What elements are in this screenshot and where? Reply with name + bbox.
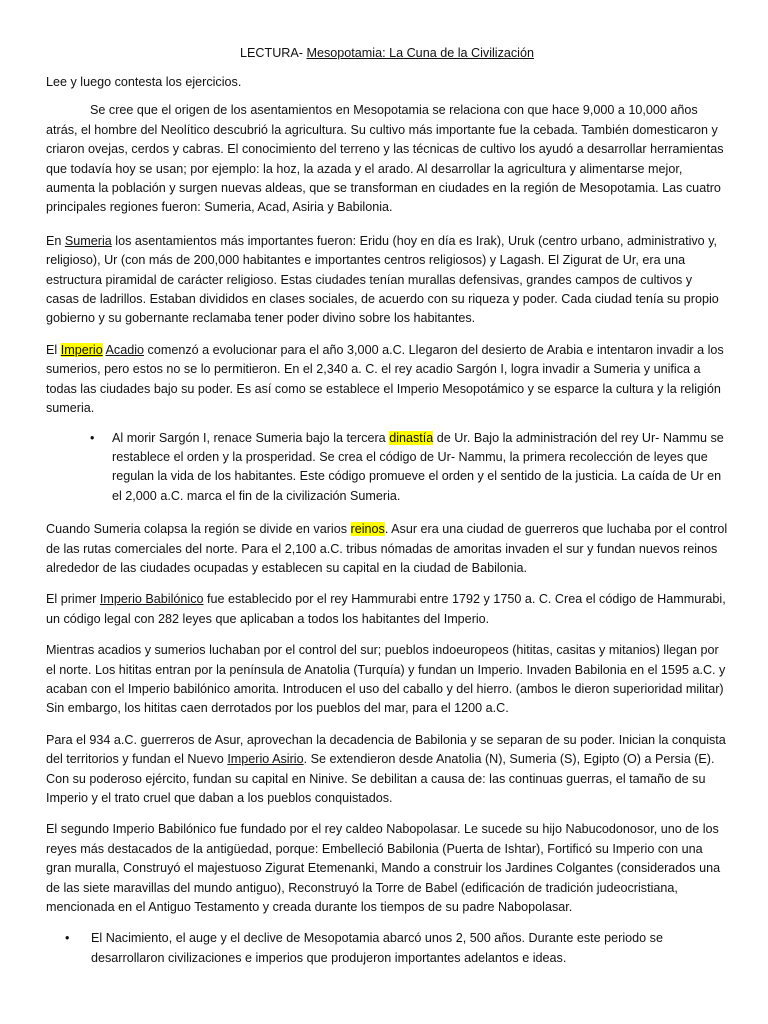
paragraph-asirio <box>46 731 728 809</box>
term-acadio: Acadio <box>105 342 145 357</box>
paragraph-sumeria-body: los asentamientos más importantes fueron: Eridu (hoy en día es Irak), Uruk (centro urbano, administrativo y, religioso), Ur (con más de 200,000 habitantes e importantes centros religiosos) y Lagash. El Zigurat de Ur, era una estructura piramidal de carácter religioso. Estas ciudades tenían murallas defensivas, grandes campos de cultivos y casas de ladrillos. Estaban divididos en clases sociales, de acuerdo con su riqueza y poder. Cada ciudad tenía su propio gobierno y su gobernante reclamaba tener poder divino sobre los habitantes. <box>46 233 719 326</box>
paragraph-reinos-lead: Cuando Sumeria colapsa la región se divide en varios <box>46 522 351 537</box>
term-imperio-asirio: Imperio Asirio <box>227 752 304 767</box>
paragraph-asirio-body: . Se extendieron desde Anatolia (N), Sumeria (S), Egipto (O) a Persia (E). Con su poderoso ejército, fundan su capital en Ninive. Se debilitan a causa de: las continuas guerras, el tamaño de su Imperio y el trato cruel que daban a los pueblos conquistados. <box>46 752 715 805</box>
paragraph-acadio-lead: El <box>46 342 61 357</box>
paragraph-reinos-body: . Asur era una ciudad de guerreros que luchaba por el control de las rutas comerciales del norte. Para el 2,100 a.C. tribus nómadas de amoritas invaden el sur y fundan nuevos reinos alrededor de las ciudades ocupadas y establecen su capital en la ciudad de Babilonia. <box>46 522 728 575</box>
document-page <box>46 44 728 968</box>
paragraph-acadio <box>46 341 728 419</box>
bullet-point-icon: • <box>90 430 95 445</box>
paragraph-babilonico <box>46 590 728 629</box>
document-title <box>46 44 728 63</box>
paragraph-intro: Se cree que el origen de los asentamientos en Mesopotamia se relaciona con que hace 9,000 a 10,000 años atrás, el hombre del Neolítico descubrió la agricultura. Su cultivo más importante fue la cebada. También domesticaron y criaron ovejas, cerdos y cabras. El conocimiento del terreno y las técnicas de cultivo los ayudó a desarrollar herramientas que todavía hoy se usan; por ejemplo: la hoz, la azada y el arado. Al desarrollar la agricultura y alimentarse mejor, aumenta la población y surgen nuevas aldeas, que se transforman en ciudades en la región de Mesopotamia. Las cuatro principales regiones fueron: Sumeria, Acad, Asiria y Babilonia. <box>46 103 724 215</box>
paragraph-sumeria <box>46 232 728 329</box>
paragraph-hititas: Mientras acadios y sumerios luchaban por el control del sur; pueblos indoeuropeos (hititas, casitas y mitanios) llegan por el norte. Los hititas entran por la península de Anatolia (Turquía) y fundan un Imperio. Invaden Babilonia en el 1595 a.C. y acaban con el Imperio babilónico amorita. Introducen el uso del caballo y del hierro. (ambos le dieron superioridad militar) Sin embargo, los hititas caen derrotados por los pueblos del mar, para el 1200 a.C. <box>46 643 726 716</box>
paragraph-babilonico-body: fue establecido por el rey Hammurabi entre 1792 y 1750 a. C. Crea el código de Hammurabi, un código legal con 282 leyes que aplicaban a todos los habitantes del Imperio. <box>46 592 726 626</box>
paragraph-segundo-imperio: El segundo Imperio Babilónico fue fundado por el rey caldeo Nabopolasar. Le sucede su hijo Nabucodonosor, uno de los reyes más destacados de la antigüedad, porque: Embelleció Babilonia (Puerta de Ishtar), Fortificó su Imperio con una gran muralla, Construyó el majestuoso Zigurat Etemenanki, Mando a construir los Jardines Colgantes (considerados una de las siete maravillas del mundo antiguo), Reconstruyó la Torre de Babel (edificación de tradición judeocristiana, mencionada en el Antiguo Testamento y creada durante los tiempos de su padre Nabopolasar. <box>46 822 721 915</box>
paragraph-sumeria-lead: En <box>46 233 65 248</box>
bullet-summary <box>46 929 728 968</box>
link-term-sumeria: Sumeria <box>64 233 112 248</box>
bullet-summary-text: El Nacimiento, el auge y el declive de Mesopotamia abarcó unos 2, 500 años. Durante este periodo se desarrollaron civilizaciones e imperios que produjeron importantes adelantos e ideas. <box>91 931 663 965</box>
highlighted-term-dinastia: dinastía <box>389 430 434 445</box>
instruction-text: Lee y luego contesta los ejercicios. <box>46 75 242 89</box>
paragraph-reinos <box>46 520 728 578</box>
paragraph-acadio-body: comenzó a evolucionar para el año 3,000 a.C. Llegaron del desierto de Arabia e intentaron invadir a los sumerios, pero estos no se lo permitieron. En el 2,340 a. C. el rey acadio Sargón I, logra invadir a Sumeria y unifica a todas las ciudades bajo su poder. Es así como se establece el Imperio Mesopotámico y se esparce la cultura y la religión sumeria. <box>46 342 724 416</box>
highlighted-term-imperio: Imperio <box>60 342 103 357</box>
term-imperio-babilonico: Imperio Babilónico <box>99 592 204 607</box>
highlighted-term-reinos: reinos <box>350 522 385 537</box>
bullet-point-icon: • <box>65 931 70 946</box>
bullet-sargon-body: de Ur. Bajo la administración del rey Ur- Nammu se restablece el orden y la prosperidad. Se crea el código de Ur- Nammu, la primera recolección de leyes que regulan la vida de los habitantes. Este código promueve el orden y el sentido de la justicia. La caída de Ur en el 2,000 a.C. marca el fin de la civilización Sumeria. <box>112 430 724 503</box>
paragraph-babilonico-lead: El primer <box>46 592 100 607</box>
bullet-sargon <box>46 429 728 507</box>
bullet-sargon-lead: Al morir Sargón I, renace Sumeria bajo la tercera <box>112 430 390 445</box>
paragraph-asirio-lead: Para el 934 a.C. guerreros de Asur, aprovechan la decadencia de Babilonia y se separan de su poder. Inician la conquista del territorios y fundan el Nuevo <box>46 732 726 767</box>
title-prefix: LECTURA- <box>240 46 307 60</box>
title-main: Mesopotamia: La Cuna de la Civilización <box>306 46 534 60</box>
